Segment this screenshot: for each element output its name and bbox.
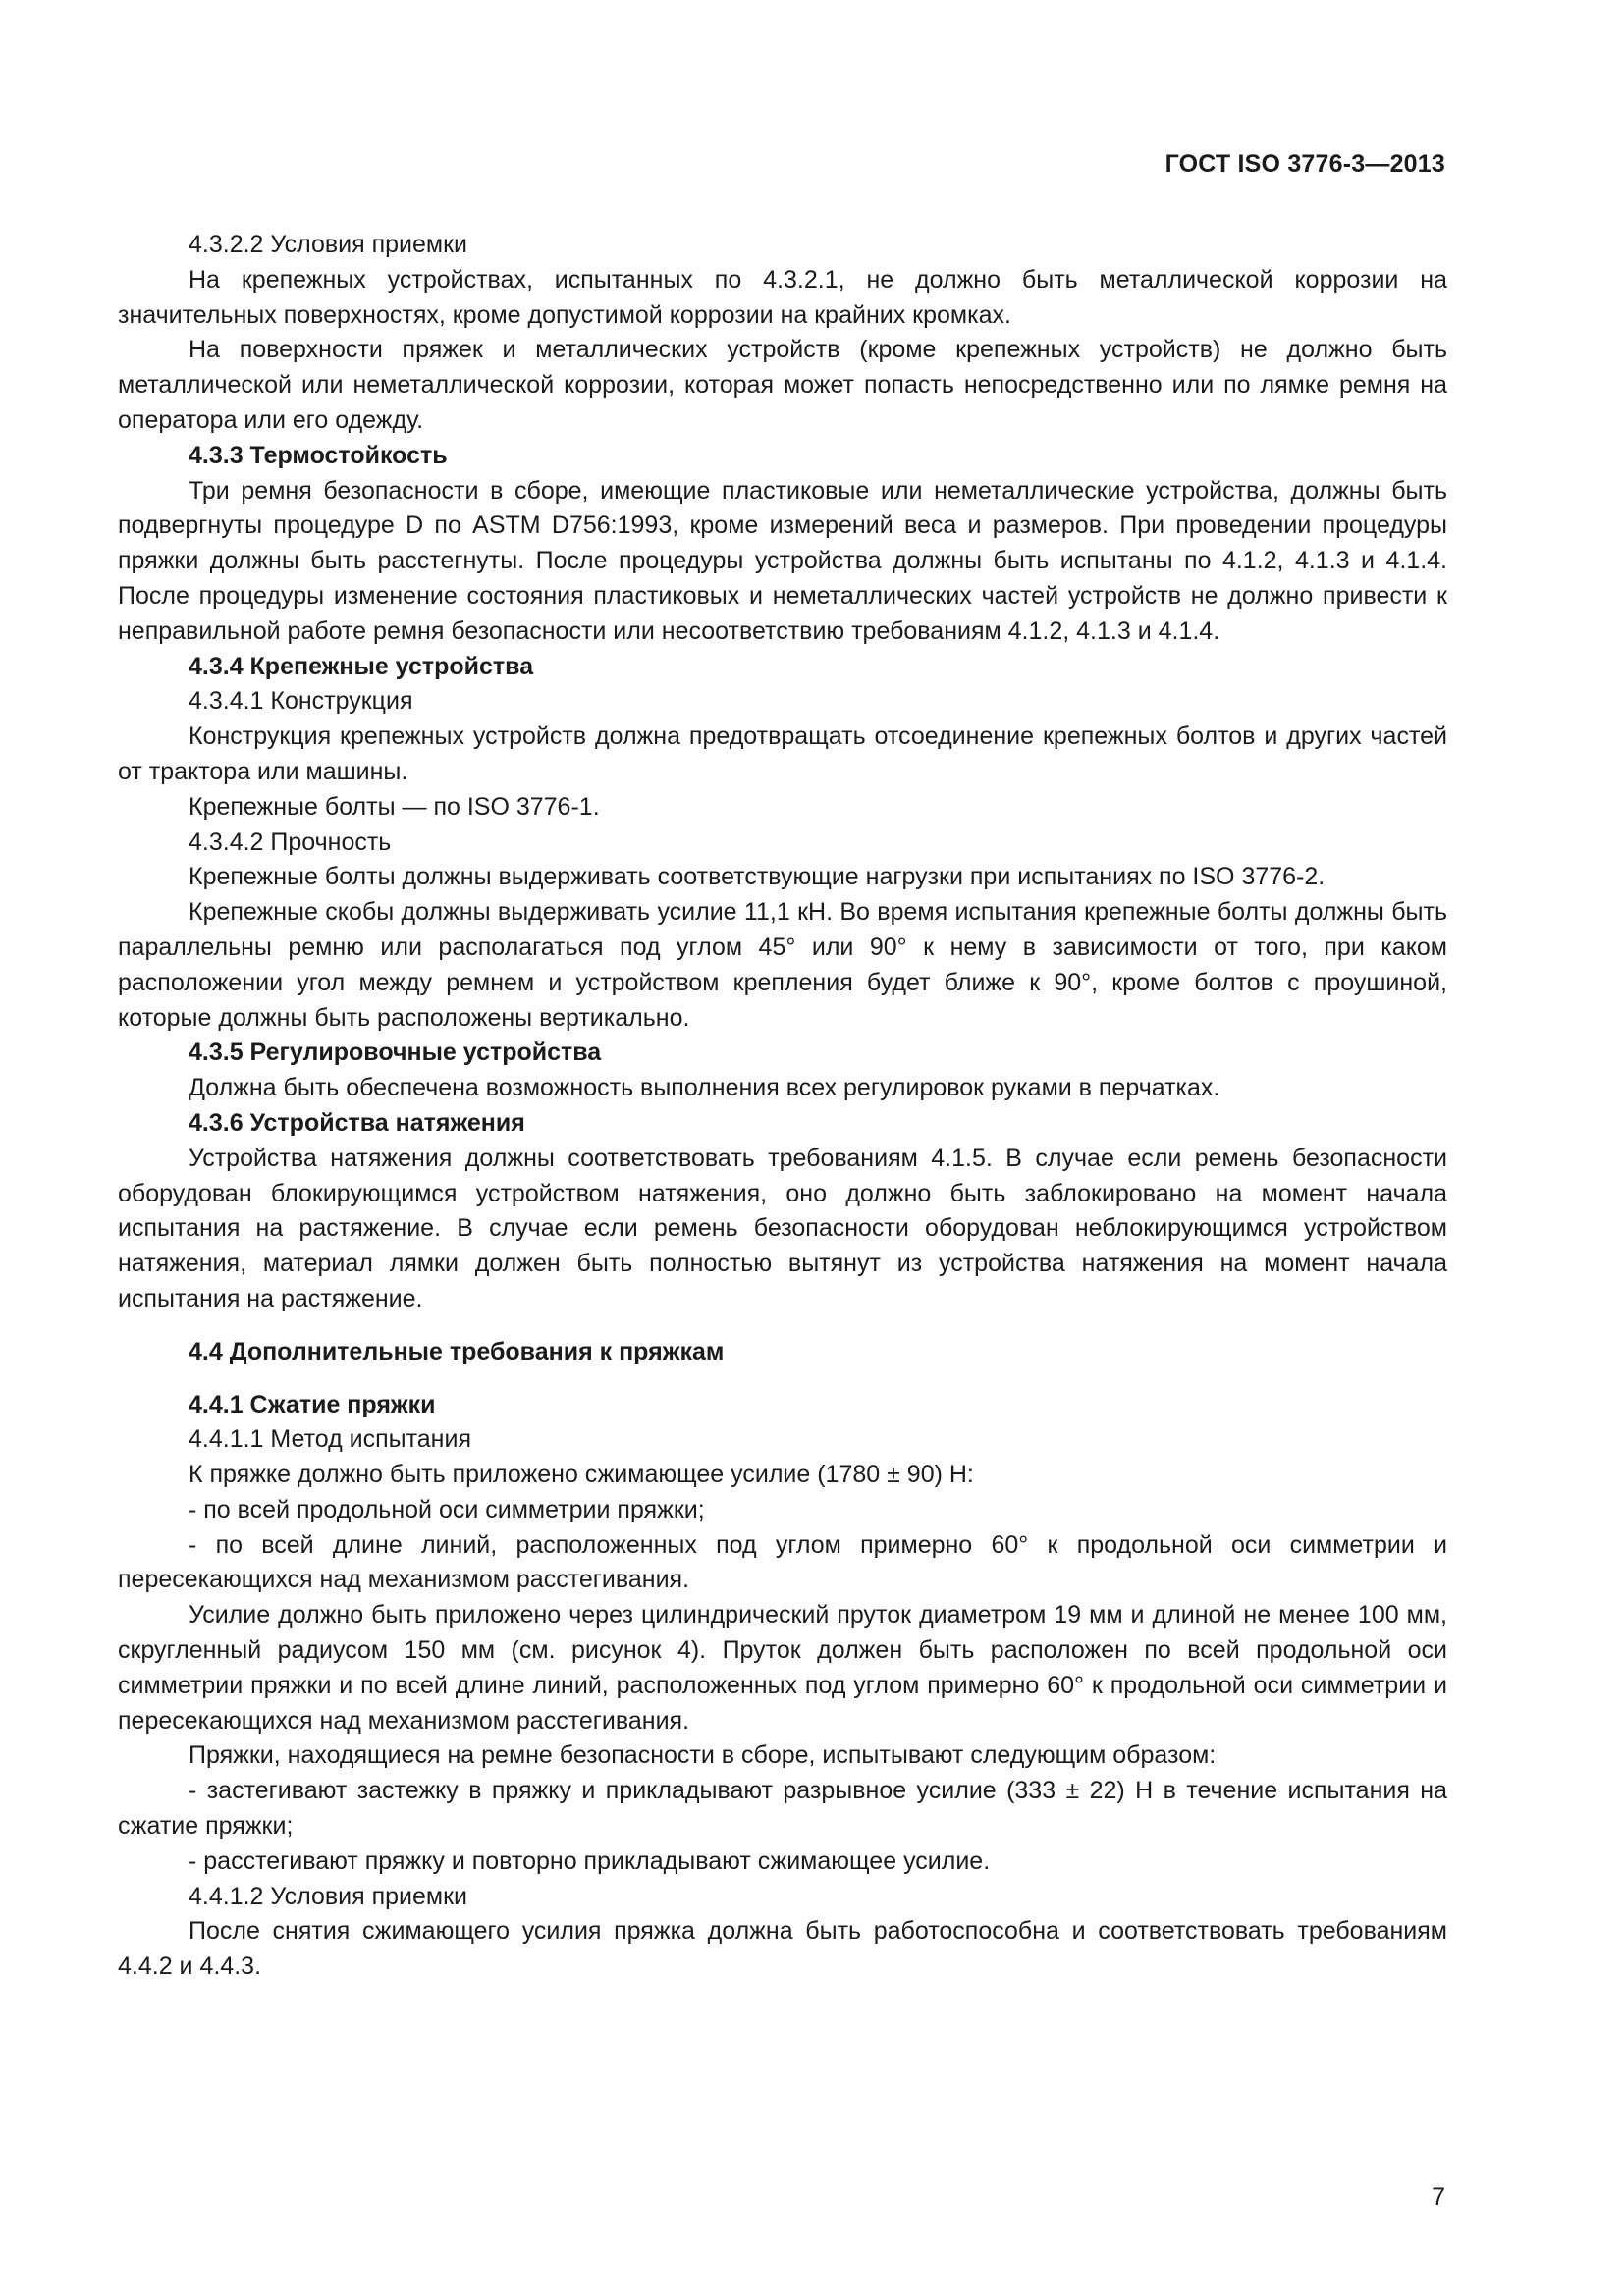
paragraph: Крепежные болты — по ISO 3776-1.	[189, 792, 600, 821]
paragraph: Три ремня безопасности в сборе, имеющие пластиковые или неметаллические устройства, должны быть подвергнуты процедуре D по ASTM D756:1993, кроме измерений веса и размеров. При проведении процедуры пряжки должны быть расстегнуты. После процедуры устройства должны быть испытаны по 4.1.2, 4.1.3 и 4.1.4. После процедуры изменение состояния пластиковых и неметаллических частей устройств не должно привести к неправильной работе ремня безопасности или несоответствию требованиям 4.1.2, 4.1.3 и 4.1.4.	[118, 476, 1447, 645]
subheading: 4.3.4.1 Конструкция	[189, 687, 413, 716]
list-item: - по всей продольной оси симметрии пряжки;	[189, 1495, 705, 1523]
paragraph: Устройства натяжения должны соответствовать требованиям 4.1.5. В случае если ремень безопасности оборудован блокирующимся устройством натяжения, оно должно быть заблокировано на момент начала испытания на растяжение. В случае если ремень безопасности оборудован неблокирующимся устройством натяжения, материал лямки должен быть полностью вытянут из устройства натяжения на момент начала испытания на растяжение.	[118, 1144, 1447, 1312]
section-heading: 4.4 Дополнительные требования к пряжкам	[189, 1337, 725, 1365]
paragraph: Должна быть обеспечена возможность выполнения всех регулировок руками в перчатках.	[189, 1074, 1220, 1102]
paragraph: Конструкция крепежных устройств должна предотвращать отсоединение крепежных болтов и других частей от трактора или машины.	[118, 722, 1447, 785]
list-item: - по всей длине линий, расположенных под углом примерно 60° к продольной оси симметрии и пересекающихся над механизмом расстегивания.	[118, 1530, 1447, 1594]
list-item: - расстегивают пряжку и повторно прикладывают сжимающее усилие.	[189, 1846, 991, 1875]
section-heading: 4.3.6 Устройства натяжения	[189, 1108, 525, 1137]
document-body	[118, 228, 1447, 1985]
paragraph: Пряжки, находящиеся на ремне безопасности в сборе, испытывают следующим образом:	[189, 1741, 1217, 1770]
subheading: 4.3.2.2 Условия приемки	[189, 231, 468, 258]
paragraph: К пряжке должно быть приложено сжимающее усилие (1780 ± 90) Н:	[189, 1461, 974, 1489]
section-heading: 4.3.4 Крепежные устройства	[189, 652, 534, 680]
document-code: ГОСТ ISO 3776-3—2013	[1164, 150, 1445, 178]
section-heading: 4.3.3 Термостойкость	[189, 441, 448, 469]
subheading: 4.4.1.1 Метод испытания	[189, 1425, 471, 1454]
paragraph: На поверхности пряжек и металлических устройств (кроме крепежных устройств) не должно быть металлической или неметаллической коррозии, которая может попасть непосредственно или по лямке ремня на оператора или его одежду.	[118, 336, 1447, 434]
section-heading: 4.4.1 Сжатие пряжки	[189, 1390, 436, 1418]
subheading: 4.3.4.2 Прочность	[189, 828, 392, 856]
list-item: - застегивают застежку в пряжку и прикладывают разрывное усилие (333 ± 22) Н в течение испытания на сжатие пряжки;	[118, 1777, 1447, 1841]
paragraph: Крепежные скобы должны выдерживать усилие 11,1 кН. Во время испытания крепежные болты должны быть параллельны ремню или располагаться под углом 45° или 90° к нему в зависимости от того, при каком расположении угол между ремнем и устройством крепления будет ближе к 90°, кроме болтов с проушиной, которые должны быть расположены вертикально.	[118, 898, 1447, 1032]
paragraph: Крепежные болты должны выдерживать соответствующие нагрузки при испытаниях по ISO 3776-2.	[189, 863, 1326, 891]
page-number: 7	[1432, 2183, 1445, 2211]
paragraph: Усилие должно быть приложено через цилиндрический пруток диаметром 19 мм и длиной не менее 100 мм, скругленный радиусом 150 мм (см. рисунок 4). Пруток должен быть расположен по всей продольной оси симметрии пряжки и по всей длине линий, расположенных под углом примерно 60° к продольной оси симметрии и пересекающихся над механизмом расстегивания.	[118, 1601, 1447, 1735]
section-heading: 4.3.5 Регулировочные устройства	[189, 1039, 602, 1067]
paragraph: На крепежных устройствах, испытанных по 4.3.2.1, не должно быть металлической коррозии на значительных поверхностях, кроме допустимой коррозии на крайних кромках.	[118, 265, 1447, 329]
subheading: 4.4.1.2 Условия приемки	[189, 1882, 468, 1910]
paragraph: После снятия сжимающего усилия пряжка должна быть работоспособна и соответствовать требованиям 4.4.2 и 4.4.3.	[118, 1917, 1447, 1981]
